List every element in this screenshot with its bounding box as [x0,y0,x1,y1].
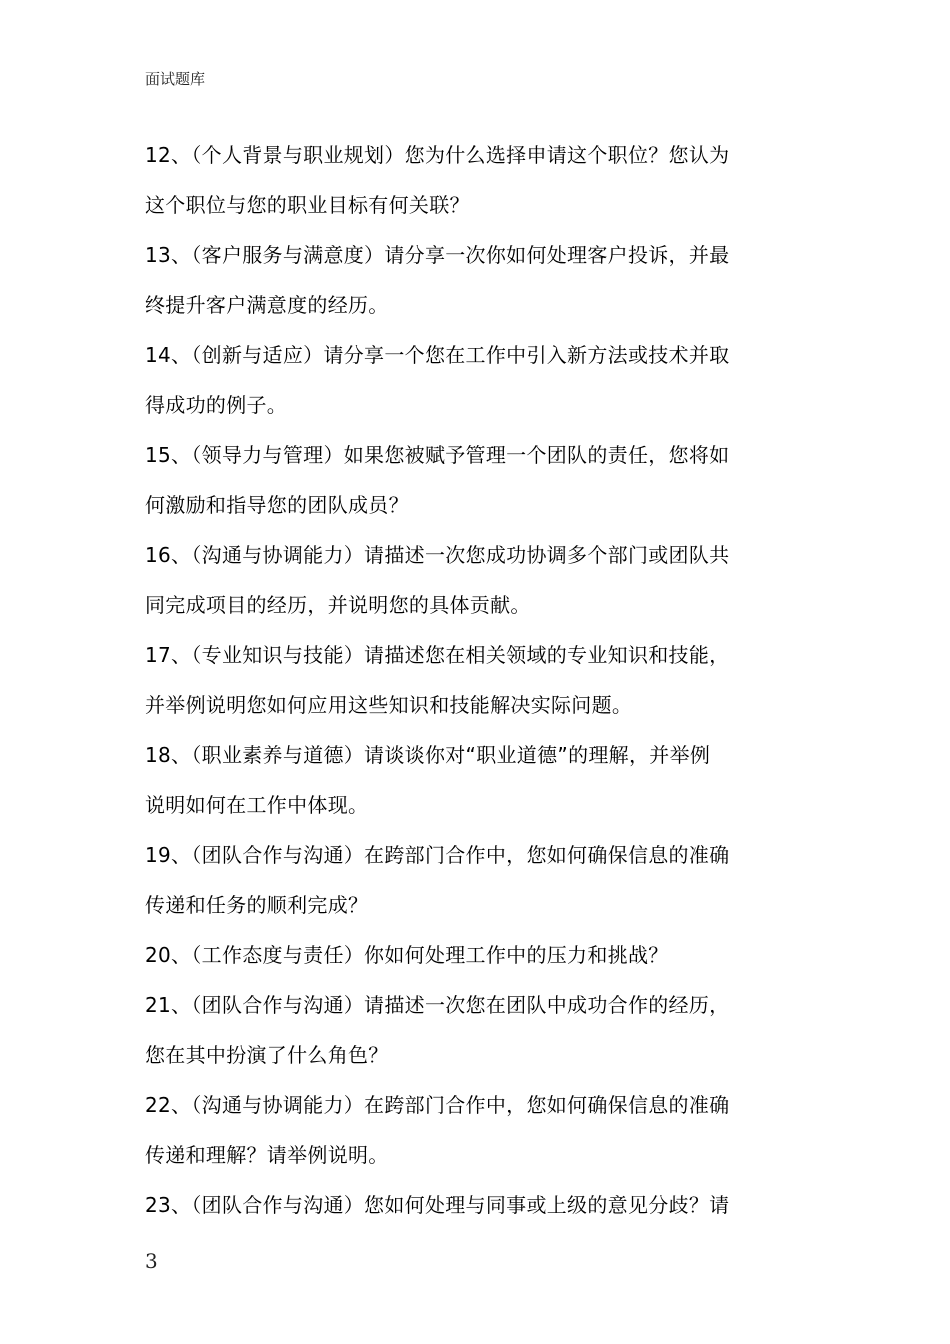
question-line: 说明如何在工作中体现。 [145,793,369,817]
question-13 [145,230,807,330]
page-number: 3 [145,1249,158,1273]
question-line: 何激励和指导您的团队成员？ [145,493,409,517]
question-line: 您在其中扮演了什么角色？ [145,1043,389,1067]
question-line: 19、（团队合作与沟通）在跨部门合作中，您如何确保信息的准确 [145,843,730,867]
question-14 [145,330,807,430]
question-12 [145,130,807,230]
question-line: 21、（团队合作与沟通）请描述一次您在团队中成功合作的经历， [145,993,730,1017]
question-line: 15、（领导力与管理）如果您被赋予管理一个团队的责任，您将如 [145,443,730,467]
question-line: 20、（工作态度与责任）你如何处理工作中的压力和挑战？ [145,943,669,967]
question-line: 这个职位与您的职业目标有何关联？ [145,193,470,217]
question-line: 23、（团队合作与沟通）您如何处理与同事或上级的意见分歧？请 [145,1193,730,1217]
question-list [145,130,807,1230]
question-line: 同完成项目的经历，并说明您的具体贡献。 [145,593,531,617]
question-line: 22、（沟通与协调能力）在跨部门合作中，您如何确保信息的准确 [145,1093,730,1117]
question-line: 16、（沟通与协调能力）请描述一次您成功协调多个部门或团队共 [145,543,730,567]
question-line: 得成功的例子。 [145,393,288,417]
question-18 [145,730,807,830]
question-16 [145,530,807,630]
question-17 [145,630,807,730]
question-line: 传递和理解？请举例说明。 [145,1143,389,1167]
question-line: 传递和任务的顺利完成？ [145,893,369,917]
question-15 [145,430,807,530]
question-22 [145,1080,807,1180]
question-23 [145,1180,807,1230]
question-line: 13、（客户服务与满意度）请分享一次你如何处理客户投诉，并最 [145,243,730,267]
question-line: 17、（专业知识与技能）请描述您在相关领域的专业知识和技能， [145,643,730,667]
question-line: 并举例说明您如何应用这些知识和技能解决实际问题。 [145,693,633,717]
question-19 [145,830,807,930]
page-header: 面试题库 [145,70,206,88]
question-line: 14、（创新与适应）请分享一个您在工作中引入新方法或技术并取 [145,343,730,367]
question-line: 终提升客户满意度的经历。 [145,293,389,317]
question-20 [145,930,807,980]
question-line: 18、（职业素养与道德）请谈谈你对“职业道德”的理解，并举例 [145,743,711,767]
question-21 [145,980,807,1080]
question-line: 12、（个人背景与职业规划）您为什么选择申请这个职位？您认为 [145,143,730,167]
